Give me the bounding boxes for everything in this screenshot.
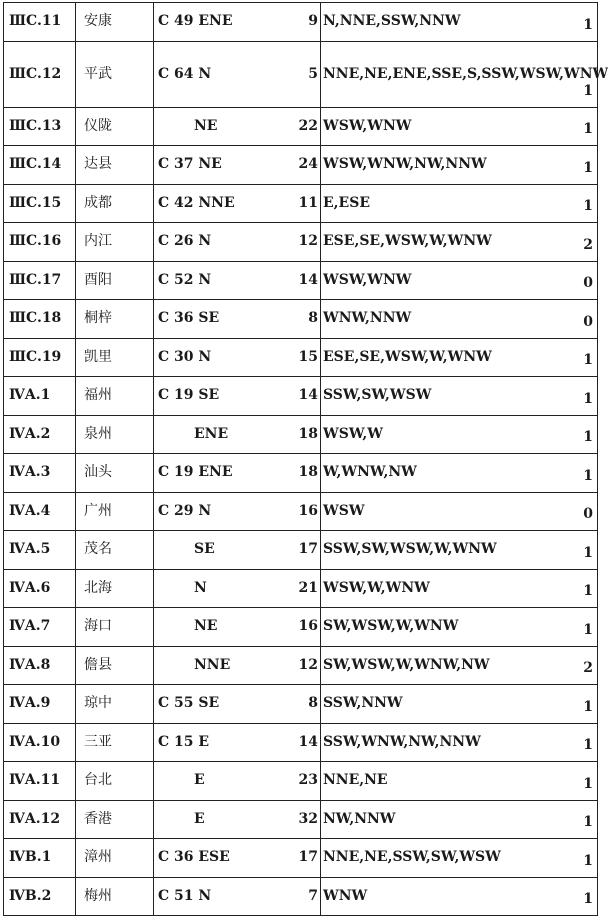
station-name: 成都 [76,184,154,223]
direction-text: SE [194,541,215,558]
count-value: 1 [563,338,598,377]
prevailing-direction: C 26 N [154,223,276,262]
direction-list: SW,WSW,W,WNW,NW [321,646,563,685]
direction-value: 18 [276,454,321,493]
prevailing-direction: C 30 N [154,338,276,377]
direction-value: 8 [276,300,321,339]
table-row [4,223,598,262]
station-name: 茂名 [76,531,154,570]
prevailing-direction [154,800,276,839]
direction-value: 16 [276,492,321,531]
direction-value: 12 [276,646,321,685]
count-value: 1 [563,877,598,916]
prevailing-direction: C 19 SE [154,377,276,416]
direction-list: SSW,WNW,NW,NNW [321,723,563,762]
table-body [4,3,608,916]
station-id: ⅢC.15 [4,184,76,223]
count-value: 1 [563,800,598,839]
direction-value: 18 [276,415,321,454]
station-name: 酉阳 [76,261,154,300]
table-row [4,839,598,878]
prevailing-direction: C 36 SE [154,300,276,339]
station-name: 汕头 [76,454,154,493]
direction-list: WSW,WNW [321,261,563,300]
direction-list: WSW,WNW [321,107,563,146]
direction-list: WNW [321,877,563,916]
station-name: 仪陇 [76,107,154,146]
prevailing-direction: C 64 N [154,41,276,107]
station-id: ⅣA.9 [4,685,76,724]
table-row [4,685,598,724]
station-name: 泉州 [76,415,154,454]
direction-text: N [194,579,207,596]
prevailing-direction [154,569,276,608]
station-id: ⅣA.2 [4,415,76,454]
table-row [4,300,598,339]
direction-text: E [194,772,205,789]
station-name: 达县 [76,146,154,185]
prevailing-direction: C 37 NE [154,146,276,185]
direction-value: 24 [276,146,321,185]
station-id: ⅢC.13 [4,107,76,146]
station-id: ⅢC.14 [4,146,76,185]
direction-list: WSW,W,WNW [321,569,563,608]
station-name: 福州 [76,377,154,416]
table-row [4,3,598,42]
count-value: 1 [563,608,598,647]
direction-value: 32 [276,800,321,839]
station-id: ⅢC.16 [4,223,76,262]
direction-text: ENE [194,425,229,442]
station-id: ⅣA.8 [4,646,76,685]
count-value: 1 [563,377,598,416]
direction-list: WSW,W [321,415,563,454]
station-name: 香港 [76,800,154,839]
station-name: 琼中 [76,685,154,724]
count-value: 2 [563,223,598,262]
prevailing-direction: C 52 N [154,261,276,300]
direction-value: 17 [276,531,321,570]
table-row [4,454,598,493]
direction-list: WSW [321,492,563,531]
direction-list: E,ESE [321,184,563,223]
direction-value: 5 [276,41,321,107]
station-id: ⅢC.17 [4,261,76,300]
prevailing-direction [154,608,276,647]
prevailing-direction [154,415,276,454]
direction-value: 11 [276,184,321,223]
table-row [4,531,598,570]
table-row [4,41,598,107]
direction-list: NNE,NE,SSW,SW,WSW [321,839,563,878]
direction-list: WNW,NNW [321,300,563,339]
direction-value: 12 [276,223,321,262]
station-id: ⅢC.19 [4,338,76,377]
prevailing-direction: C 55 SE [154,685,276,724]
direction-list: W,WNW,NW [321,454,563,493]
station-name: 海口 [76,608,154,647]
station-name: 北海 [76,569,154,608]
table-row [4,377,598,416]
table-row [4,415,598,454]
direction-value: 16 [276,608,321,647]
table-row [4,800,598,839]
station-name: 桐梓 [76,300,154,339]
count-value: 1 [563,3,598,42]
station-name: 平武 [76,41,154,107]
direction-value: 9 [276,3,321,42]
direction-value: 7 [276,877,321,916]
prevailing-direction: C 36 ESE [154,839,276,878]
count-value: 1 [563,184,598,223]
station-name: 广州 [76,492,154,531]
station-name: 漳州 [76,839,154,878]
table-row [4,608,598,647]
station-id: ⅣA.1 [4,377,76,416]
table-row [4,723,598,762]
station-name: 儋县 [76,646,154,685]
station-id: ⅢC.12 [4,41,76,107]
count-value: 1 [563,107,598,146]
table-row [4,146,598,185]
direction-text: NE [194,117,218,134]
count-value: 0 [563,300,598,339]
count-value: 1 [563,41,598,107]
table-row [4,261,598,300]
station-id: ⅣA.10 [4,723,76,762]
station-id: ⅣA.12 [4,800,76,839]
direction-list: SSW,SW,WSW [321,377,563,416]
count-value: 1 [563,569,598,608]
count-value: 0 [563,261,598,300]
direction-value: 21 [276,569,321,608]
station-id: ⅣA.11 [4,762,76,801]
prevailing-direction: C 19 ENE [154,454,276,493]
prevailing-direction [154,762,276,801]
prevailing-direction: C 51 N [154,877,276,916]
count-value: 1 [563,531,598,570]
station-id: ⅣA.3 [4,454,76,493]
station-name: 台北 [76,762,154,801]
direction-value: 8 [276,685,321,724]
station-id: ⅣA.4 [4,492,76,531]
direction-list: NW,NNW [321,800,563,839]
climate-wind-table [3,2,608,916]
direction-list: N,NNE,SSW,NNW [321,3,563,42]
prevailing-direction: C 49 ENE [154,3,276,42]
table-row [4,184,598,223]
count-value: 1 [563,723,598,762]
table-row [4,569,598,608]
station-id: ⅢC.18 [4,300,76,339]
station-id: ⅣA.6 [4,569,76,608]
count-value: 1 [563,146,598,185]
count-value: 1 [563,685,598,724]
count-value: 1 [563,454,598,493]
station-id: ⅣA.7 [4,608,76,647]
table-row [4,492,598,531]
station-name: 凯里 [76,338,154,377]
station-name: 三亚 [76,723,154,762]
direction-text: NNE [194,656,231,673]
table-row [4,877,598,916]
station-id: ⅣB.1 [4,839,76,878]
prevailing-direction [154,646,276,685]
direction-value: 17 [276,839,321,878]
count-value: 2 [563,646,598,685]
direction-list: SSW,SW,WSW,W,WNW [321,531,563,570]
table-row [4,107,598,146]
station-id: ⅣA.5 [4,531,76,570]
count-value: 1 [563,415,598,454]
direction-list: NNE,NE [321,762,563,801]
direction-list: ESE,SE,WSW,W,WNW [321,223,563,262]
station-id: ⅢC.11 [4,3,76,42]
prevailing-direction: C 42 NNE [154,184,276,223]
station-name: 梅州 [76,877,154,916]
direction-value: 22 [276,107,321,146]
direction-list: SW,WSW,W,WNW [321,608,563,647]
direction-text: E [194,810,205,827]
direction-value: 14 [276,261,321,300]
direction-list: WSW,WNW,NW,NNW [321,146,563,185]
count-value: 0 [563,492,598,531]
station-name: 内江 [76,223,154,262]
prevailing-direction [154,531,276,570]
table-row [4,646,598,685]
prevailing-direction: C 15 E [154,723,276,762]
table-row [4,762,598,801]
prevailing-direction [154,107,276,146]
direction-list: ESE,SE,WSW,W,WNW [321,338,563,377]
direction-list: NNE,NE,ENE,SSE,S,SSW,WSW,WNW [321,41,563,107]
direction-value: 23 [276,762,321,801]
direction-value: 14 [276,377,321,416]
station-name: 安康 [76,3,154,42]
direction-value: 15 [276,338,321,377]
count-value: 1 [563,762,598,801]
direction-list: SSW,NNW [321,685,563,724]
prevailing-direction: C 29 N [154,492,276,531]
station-id: ⅣB.2 [4,877,76,916]
table-row [4,338,598,377]
count-value: 1 [563,839,598,878]
direction-text: NE [194,618,218,635]
direction-value: 14 [276,723,321,762]
